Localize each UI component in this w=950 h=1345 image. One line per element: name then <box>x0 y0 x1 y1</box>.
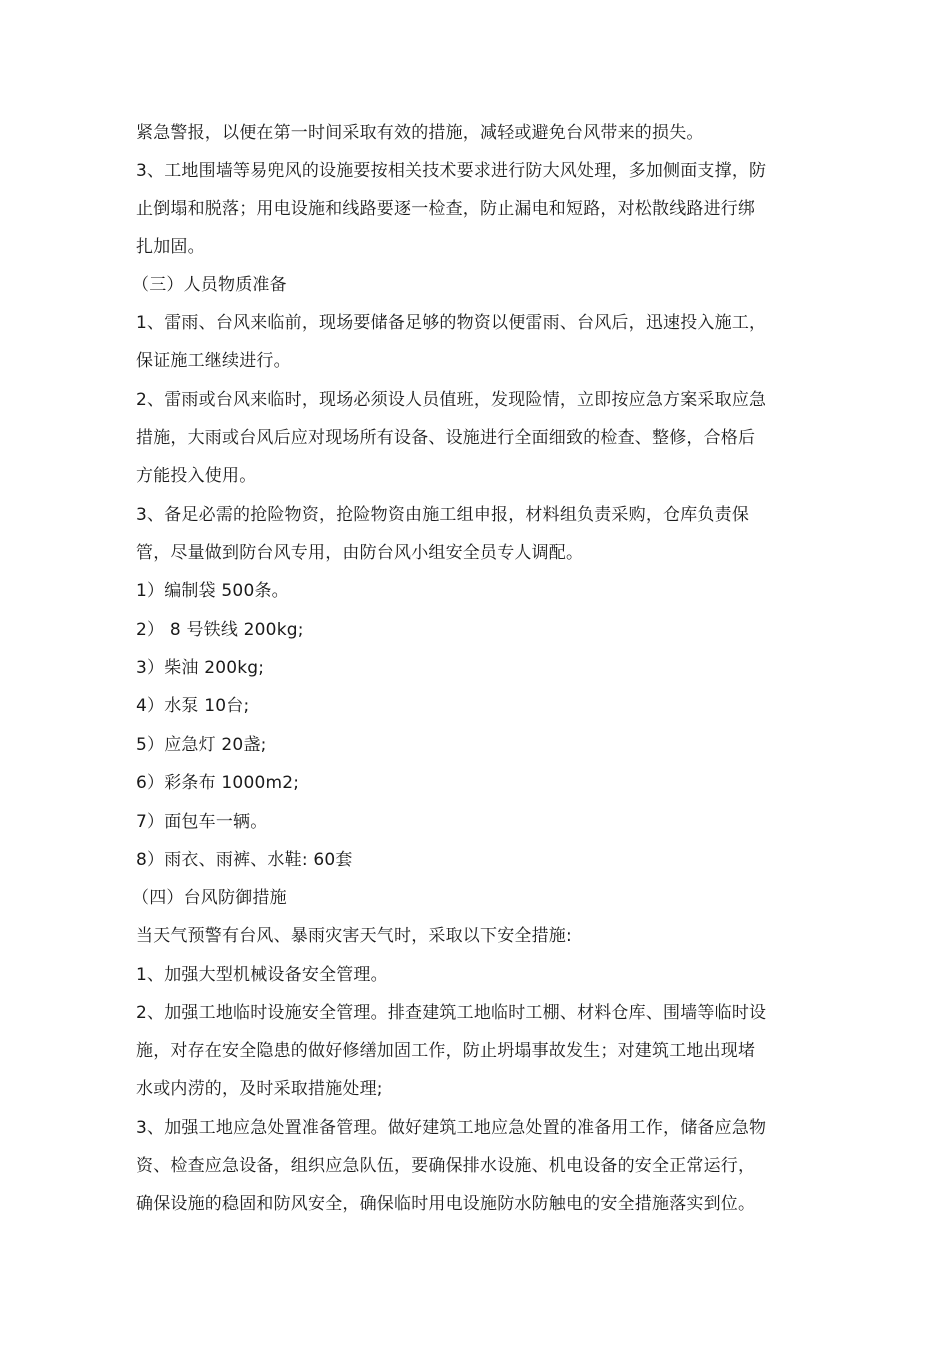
text-line: 止倒塌和脱落；用电设施和线路要逐一检查，防止漏电和短路，对松散线路进行绑 <box>136 199 756 219</box>
text-line: 1、加强大型机械设备安全管理。 <box>136 965 388 985</box>
text-line: 3、备足必需的抢险物资，抢险物资由施工组申报，材料组负责采购，仓库负责保 <box>136 505 750 525</box>
text-line: 3、加强工地应急处置准备管理。做好建筑工地应急处置的准备用工作，储备应急物 <box>136 1118 767 1138</box>
list-item: 3）柴油 200kg; <box>136 658 265 678</box>
text-line: 紧急警报，以便在第一时间采取有效的措施，减轻或避免台风带来的损失。 <box>136 123 704 143</box>
text-line: 资、检查应急设备，组织应急队伍，要确保排水设施、机电设备的安全正常运行， <box>136 1156 756 1176</box>
section-heading: （四）台风防御措施 <box>132 888 287 908</box>
list-item: 4）水泵 10台; <box>136 696 250 716</box>
text-line: 扎加固。 <box>136 237 205 257</box>
text-line: 2、加强工地临时设施安全管理。排查建筑工地临时工棚、材料仓库、围墙等临时设 <box>136 1003 767 1023</box>
text-line: 1、雷雨、台风来临前，现场要储备足够的物资以便雷雨、台风后，迅速投入施工， <box>136 313 767 333</box>
text-line: 措施，大雨或台风后应对现场所有设备、设施进行全面细致的检查、整修，合格后 <box>136 428 756 448</box>
text-line: 确保设施的稳固和防风安全，确保临时用电设施防水防触电的安全措施落实到位。 <box>136 1194 756 1214</box>
text-line: 方能投入使用。 <box>136 466 257 486</box>
text-line: 水或内涝的，及时采取措施处理; <box>136 1079 383 1099</box>
text-line: 3、工地围墙等易兜风的设施要按相关技术要求进行防大风处理，多加侧面支撑，防 <box>136 161 767 181</box>
text-line: 施，对存在安全隐患的做好修缮加固工作，防止坍塌事故发生；对建筑工地出现堵 <box>136 1041 756 1061</box>
list-item: 2） 8 号铁线 200kg; <box>136 620 304 640</box>
list-item: 7）面包车一辆。 <box>136 812 268 832</box>
text-line: 2、雷雨或台风来临时，现场必须设人员值班，发现险情，立即按应急方案采取应急 <box>136 390 767 410</box>
text-line: 当天气预警有台风、暴雨灾害天气时，采取以下安全措施: <box>136 926 572 946</box>
text-line: 管，尽量做到防台风专用，由防台风小组安全员专人调配。 <box>136 543 584 563</box>
list-item: 8）雨衣、雨裤、水鞋: 60套 <box>136 850 353 870</box>
section-heading: （三）人员物质准备 <box>132 275 287 295</box>
list-item: 5）应急灯 20盏; <box>136 735 267 755</box>
list-item: 1）编制袋 500条。 <box>136 581 289 601</box>
text-line: 保证施工继续进行。 <box>136 351 291 371</box>
list-item: 6）彩条布 1000m2; <box>136 773 300 793</box>
